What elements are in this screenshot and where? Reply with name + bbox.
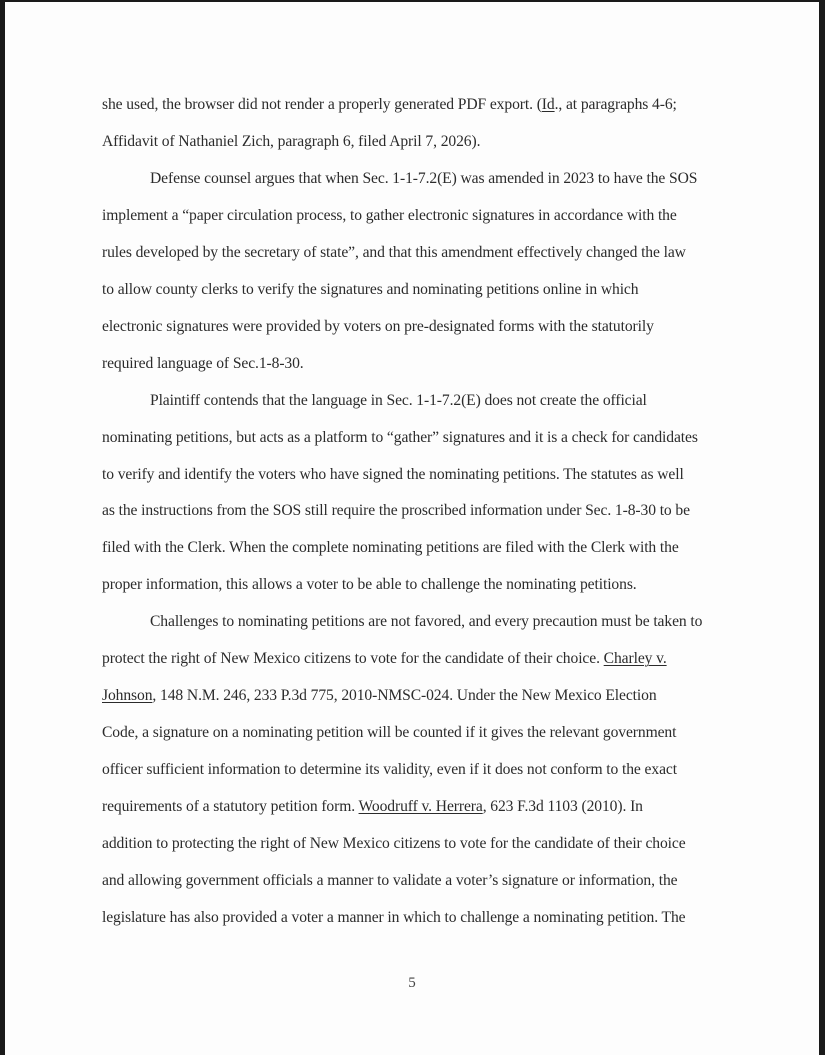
case-citation: Id	[541, 96, 555, 113]
text-span: Challenges to nominating petitions are not favored, and every precaution must be taken to	[150, 613, 703, 631]
text-line	[102, 760, 677, 780]
text-line	[102, 871, 677, 891]
text-span: protect the right of New Mexico citizens to vote for the candidate of their choice.	[102, 650, 604, 668]
text-line	[102, 538, 679, 558]
text-span: Affidavit of Nathaniel Zich, paragraph 6, filed April 7, 2026).	[102, 132, 481, 150]
text-span: Code, a signature on a nominating petition will be counted if it gives the relevant government	[102, 724, 677, 742]
text-line	[102, 132, 480, 152]
document-page	[5, 2, 819, 1055]
text-span: required language of Sec.1-8-30.	[102, 354, 304, 372]
text-line	[102, 206, 677, 226]
paragraph-first-line	[150, 612, 702, 632]
text-span: legislature has also provided a voter a manner in which to challenge a nominating petition. The	[102, 908, 686, 926]
text-span: Plaintiff contends that the language in Sec. 1-1-7.2(E) does not create the official	[150, 391, 647, 409]
text-span: to allow county clerks to verify the signatures and nominating petitions online in which	[102, 280, 639, 298]
text-span: addition to protecting the right of New Mexico citizens to vote for the candidate of their choice	[102, 835, 686, 852]
text-span: filed with the Clerk. When the complete nominating petitions are filed with the Clerk with the	[102, 539, 679, 557]
text-line	[102, 354, 304, 374]
text-line	[102, 243, 686, 263]
paragraph-first-line	[150, 169, 697, 189]
text-span: , 623 F.3d 1103 (2010). In	[482, 798, 643, 816]
case-citation: Johnson	[102, 687, 153, 705]
text-line	[102, 317, 654, 337]
text-span: to verify and identify the voters who have signed the nominating petitions. The statutes as well	[102, 465, 684, 483]
text-line	[102, 834, 686, 854]
paragraph-first-line	[150, 391, 647, 411]
text-line	[102, 797, 643, 817]
text-span: implement a “paper circulation process, to gather electronic signatures in accordance with the	[102, 206, 677, 224]
text-line	[102, 428, 698, 448]
text-line	[102, 95, 677, 115]
case-citation: Woodruff v. Herrera	[358, 798, 483, 816]
text-line	[102, 501, 690, 521]
text-span: requirements of a statutory petition form.	[102, 798, 359, 816]
text-line	[102, 908, 685, 928]
text-line	[102, 280, 638, 300]
text-span: proper information, this allows a voter to be able to challenge the nominating petitions.	[102, 576, 637, 594]
text-line	[102, 686, 657, 706]
text-line	[102, 575, 637, 595]
text-span: and allowing government officials a manner to validate a voter’s signature or information, the	[102, 871, 678, 889]
page-number: 5	[408, 975, 416, 991]
text-span: rules developed by the secretary of state”, and that this amendment effectively changed the law	[102, 243, 686, 261]
text-span: electronic signatures were provided by voters on pre-designated forms with the statutorily	[102, 317, 654, 335]
text-span: , 148 N.M. 246, 233 P.3d 775, 2010-NMSC-024. Under the New Mexico Election	[152, 687, 657, 705]
text-span: as the instructions from the SOS still require the proscribed information under Sec. 1-8-30 to be	[102, 502, 690, 520]
text-span: nominating petitions, but acts as a platform to “gather” signatures and it is a check for candidates	[102, 428, 698, 446]
text-line	[102, 649, 667, 669]
text-span: she used, the browser did not render a properly generated PDF export. (	[102, 96, 542, 113]
case-citation: Charley v.	[603, 650, 667, 668]
text-span: officer sufficient information to determine its validity, even if it does not conform to the exact	[102, 761, 677, 779]
text-line	[102, 723, 676, 743]
text-span: Defense counsel argues that when Sec. 1-1-7.2(E) was amended in 2023 to have the SOS	[150, 169, 698, 187]
text-line	[102, 465, 684, 485]
text-span: ., at paragraphs 4-6;	[554, 96, 677, 113]
